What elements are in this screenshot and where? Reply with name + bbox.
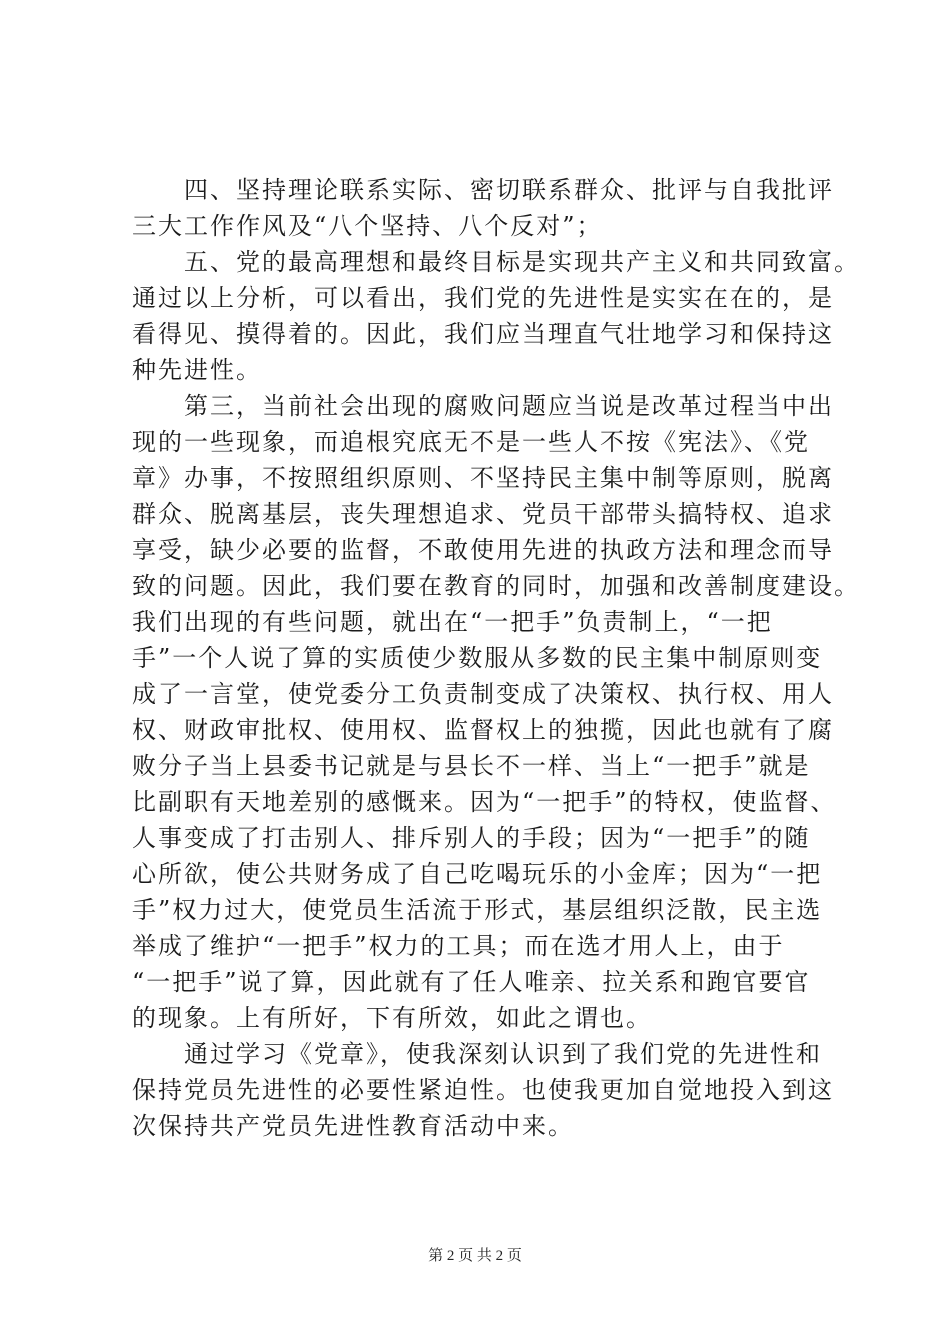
- text-line: 现的一些现象，而追根究底无不是一些人不按《宪法》、《党: [132, 428, 810, 456]
- text-line: 四、坚持理论联系实际、密切联系群众、批评与自我批评: [132, 176, 834, 204]
- text-line: 的现象。上有所好，下有所效，如此之谓也。: [132, 1004, 652, 1032]
- text-line: 三大工作作风及“八个坚持、八个反对”；: [132, 212, 603, 240]
- text-line: 看得见、摸得着的。因此，我们应当理直气壮地学习和保持这: [132, 320, 834, 348]
- body-text: [132, 172, 860, 1144]
- text-line: 人事变成了打击别人、排斥别人的手段；因为“一把手”的随: [132, 824, 811, 852]
- text-line: 成了一言堂，使党委分工负责制变成了决策权、执行权、用人: [132, 680, 834, 708]
- text-line: 群众、脱离基层，丧失理想追求、党员干部带头搞特权、追求: [132, 500, 834, 528]
- text-line: 通过学习《党章》，使我深刻认识到了我们党的先进性和: [132, 1040, 822, 1068]
- text-line: 享受，缺少必要的监督，不敢使用先进的执政方法和理念而导: [132, 536, 834, 564]
- text-line: 通过以上分析，可以看出，我们党的先进性是实实在在的，是: [132, 284, 834, 312]
- page-number: 第 2 页 共 2 页: [428, 1248, 522, 1264]
- text-line: 手”一个人说了算的实质使少数服从多数的民主集中制原则变: [132, 644, 823, 672]
- text-line: 章》办事，不按照组织原则、不坚持民主集中制等原则，脱离: [132, 464, 834, 492]
- text-line: “一把手”说了算，因此就有了任人唯亲、拉关系和跑官要官: [132, 968, 811, 996]
- text-line: 五、党的最高理想和最终目标是实现共产主义和共同致富。: [132, 248, 860, 276]
- text-line: 手”权力过大，使党员生活流于形式，基层组织泛散，民主选: [132, 896, 823, 924]
- text-line: 心所欲，使公共财务成了自己吃喝玩乐的小金库；因为“一把: [132, 860, 823, 888]
- text-line: 次保持共产党员先进性教育活动中来。: [132, 1112, 574, 1140]
- text-line: 举成了维护“一把手”权力的工具；而在选才用人上，由于: [132, 932, 785, 960]
- text-line: 保持党员先进性的必要性紧迫性。也使我更加自觉地投入到这: [132, 1076, 834, 1104]
- text-line: 致的问题。因此，我们要在教育的同时，加强和改善制度建设。: [132, 572, 860, 600]
- text-line: 我们出现的有些问题，就出在“一把手”负责制上，“一把: [132, 608, 773, 636]
- text-line: 权、财政审批权、使用权、监督权上的独揽，因此也就有了腐: [132, 716, 834, 744]
- text-line: 比副职有天地差别的感慨来。因为“一把手”的特权，使监督、: [132, 788, 837, 816]
- page-footer: [0, 1244, 950, 1265]
- text-line: 败分子当上县委书记就是与县长不一样、当上“一把手”就是: [132, 752, 811, 780]
- text-line: 第三，当前社会出现的腐败问题应当说是改革过程当中出: [132, 392, 834, 420]
- text-line: 种先进性。: [132, 356, 262, 384]
